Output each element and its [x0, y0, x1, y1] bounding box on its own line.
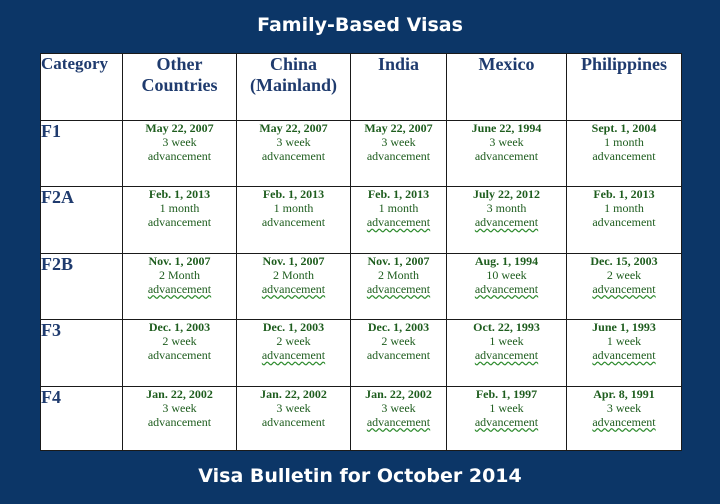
priority-date: July 22, 2012 [472, 187, 540, 201]
advancement-amount: 1 week [489, 400, 524, 415]
advancement-amount: 3 week [606, 400, 642, 415]
header-category: Category [41, 54, 123, 121]
advancement-amount: 10 week [486, 267, 527, 282]
priority-date: Jan. 22, 2002 [260, 386, 327, 401]
advancement-label: advancement [147, 348, 212, 362]
bulletin-cell [237, 386, 351, 451]
advancement-label: advancement [474, 281, 539, 296]
bulletin-cell [567, 253, 682, 320]
advancement-label: advancement [592, 215, 656, 229]
priority-date: Nov. 1, 2007 [367, 253, 430, 268]
bulletin-cell [447, 386, 567, 451]
header-other-countries: Other Countries [123, 54, 237, 121]
advancement-label: advancement [366, 348, 431, 362]
advancement-amount: 1 month [273, 201, 314, 215]
advancement-amount: 1 month [604, 134, 644, 149]
footer-caption: Visa Bulletin for October 2014 [198, 465, 522, 487]
advancement-label: advancement [261, 281, 326, 296]
bulletin-cell [567, 187, 682, 254]
bulletin-cell [447, 253, 567, 320]
advancement-amount: 1 month [604, 201, 644, 215]
bulletin-cell [447, 187, 567, 254]
advancement-label: advancement [474, 148, 539, 163]
priority-date: Dec. 1, 2003 [367, 320, 430, 334]
advancement-amount: 3 month [486, 201, 527, 215]
priority-date: Nov. 1, 2007 [148, 253, 211, 268]
header-mexico: Mexico [447, 54, 567, 121]
advancement-label: advancement [474, 414, 539, 429]
bulletin-cell [237, 187, 351, 254]
advancement-label: advancement [147, 215, 212, 229]
priority-date: May 22, 2007 [259, 120, 328, 135]
table-row [41, 187, 682, 254]
category-cell: F4 [41, 386, 123, 451]
advancement-amount: 2 Month [377, 267, 419, 282]
priority-date: Sept. 1, 2004 [591, 120, 657, 135]
priority-date: Jan. 22, 2002 [146, 386, 213, 401]
table-row [41, 320, 682, 387]
advancement-amount: 3 week [162, 134, 197, 149]
advancement-amount: 2 Month [158, 267, 200, 282]
advancement-amount: 3 week [489, 134, 524, 149]
advancement-amount: 1 week [489, 334, 524, 348]
header-india: India [351, 54, 447, 121]
bulletin-cell [237, 253, 351, 320]
advancement-amount: 3 week [381, 400, 416, 415]
advancement-amount: 2 Month [272, 267, 314, 282]
advancement-label: advancement [592, 414, 656, 429]
advancement-amount: 1 month [159, 201, 200, 215]
advancement-label: advancement [592, 281, 656, 296]
header-row [41, 54, 682, 121]
priority-date: Feb. 1, 1997 [475, 386, 538, 401]
bulletin-cell [237, 120, 351, 187]
priority-date: May 22, 2007 [364, 120, 433, 135]
priority-date: Feb. 1, 2013 [367, 187, 430, 201]
bulletin-cell [567, 120, 682, 187]
advancement-label: advancement [147, 148, 212, 163]
bulletin-cell [567, 386, 682, 451]
advancement-label: advancement [366, 215, 431, 229]
header-china: China (Mainland) [237, 54, 351, 121]
table-row [41, 120, 682, 187]
priority-date: Feb. 1, 2013 [593, 187, 655, 201]
advancement-amount: 3 week [381, 134, 416, 149]
bulletin-cell [567, 320, 682, 387]
priority-date: June 1, 1993 [592, 320, 656, 334]
advancement-amount: 3 week [276, 400, 311, 415]
advancement-label: advancement [147, 281, 212, 296]
advancement-label: advancement [261, 215, 326, 229]
bulletin-cell [351, 253, 447, 320]
priority-date: Nov. 1, 2007 [262, 253, 325, 268]
table-row [41, 253, 682, 320]
priority-date: May 22, 2007 [145, 120, 214, 135]
advancement-amount: 2 week [381, 334, 416, 348]
bulletin-cell [123, 120, 237, 187]
advancement-label: advancement [474, 348, 539, 362]
bulletin-cell [123, 320, 237, 387]
category-cell: F2A [41, 187, 123, 254]
page-title: Family-Based Visas [257, 14, 463, 36]
advancement-label: advancement [261, 414, 326, 429]
priority-date: Feb. 1, 2013 [148, 187, 211, 201]
bulletin-cell [123, 187, 237, 254]
bulletin-cell [123, 253, 237, 320]
priority-date: Jan. 22, 2002 [365, 386, 432, 401]
table-row [41, 386, 682, 451]
bulletin-cell [351, 320, 447, 387]
bulletin-cell [447, 120, 567, 187]
bulletin-cell [351, 120, 447, 187]
priority-date: Dec. 1, 2003 [148, 320, 211, 334]
advancement-label: advancement [592, 148, 656, 163]
advancement-label: advancement [474, 215, 539, 229]
priority-date: June 22, 1994 [471, 120, 542, 135]
advancement-label: advancement [366, 281, 431, 296]
bulletin-cell [447, 320, 567, 387]
advancement-amount: 3 week [162, 400, 197, 415]
advancement-amount: 2 week [276, 334, 311, 348]
bulletin-cell [351, 187, 447, 254]
advancement-label: advancement [261, 348, 326, 362]
advancement-label: advancement [366, 148, 431, 163]
priority-date: Dec. 15, 2003 [590, 253, 658, 268]
priority-date: Feb. 1, 2013 [262, 187, 325, 201]
advancement-amount: 2 week [606, 267, 642, 282]
visa-table [40, 53, 682, 451]
priority-date: Apr. 8, 1991 [593, 386, 655, 401]
priority-date: Oct. 22, 1993 [473, 320, 540, 334]
category-cell: F3 [41, 320, 123, 387]
category-cell: F2B [41, 253, 123, 320]
advancement-label: advancement [147, 414, 212, 429]
header-philippines: Philippines [567, 54, 682, 121]
category-cell: F1 [41, 120, 123, 187]
advancement-amount: 3 week [276, 134, 311, 149]
advancement-amount: 2 week [162, 334, 197, 348]
advancement-amount: 1 week [606, 334, 642, 348]
advancement-label: advancement [261, 148, 326, 163]
priority-date: Aug. 1, 1994 [474, 253, 539, 268]
advancement-amount: 1 month [378, 201, 419, 215]
advancement-label: advancement [366, 414, 431, 429]
bulletin-cell [237, 320, 351, 387]
bulletin-cell [351, 386, 447, 451]
advancement-label: advancement [592, 348, 656, 362]
bulletin-cell [123, 386, 237, 451]
priority-date: Dec. 1, 2003 [262, 320, 325, 334]
